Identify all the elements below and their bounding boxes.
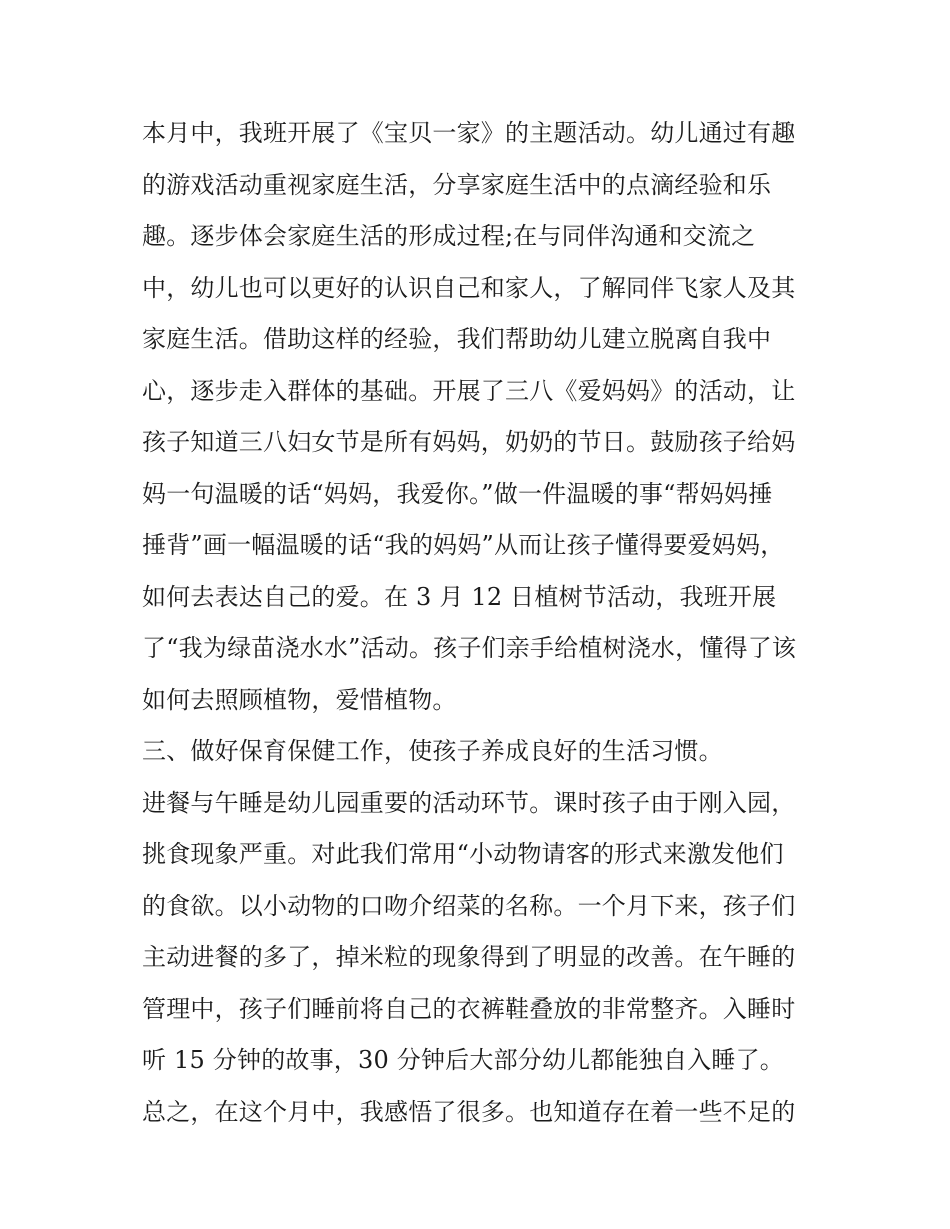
text-line: 趣。逐步体会家庭生活的形成过程;在与同伴沟通和交流之 (142, 222, 756, 250)
text-line: 了“我为绿苗浇水水”活动。孩子们亲手给植树浇水，懂得了该 (142, 634, 797, 662)
text-line: 如何去照顾植物，爱惜植物。 (142, 685, 457, 714)
text-line: 主动进餐的多了，掉米粒的现象得到了明显的改善。在午睡的 (142, 943, 796, 971)
text-line: 进餐与午睡是幼儿园重要的活动环节。课时孩子由于刚入园， (142, 788, 796, 817)
text-line: 挑食现象严重。对此我们常用“小动物请客的形式来激发他们 (142, 840, 784, 868)
text-line: 的食欲。以小动物的口吻介绍菜的名称。一个月下来，孩子们 (142, 891, 796, 920)
text-line: 管理中，孩子们睡前将自己的衣裤鞋叠放的非常整齐。入睡时 (142, 994, 796, 1023)
text-line: 妈一句温暖的话“妈妈，我爱你。”做一件温暖的事“帮妈妈捶 (142, 479, 773, 508)
text-line: 如何去表达自己的爱。在 3 月 12 日植树节活动，我班开展 (142, 582, 777, 611)
text-line: 的游戏活动重视家庭生活，分享家庭生活中的点滴经验和乐 (142, 170, 772, 199)
text-line: 中，幼儿也可以更好的认识自己和家人，了解同伴飞家人及其 (142, 273, 796, 302)
body-text (142, 108, 822, 1138)
text-line: 心，逐步走入群体的基础。开展了三八《爱妈妈》的活动，让 (142, 376, 796, 405)
text-line: 家庭生活。借助这样的经验，我们帮助幼儿建立脱离自我中 (142, 325, 772, 353)
text-line: 孩子知道三八妇女节是所有妈妈，奶奶的节日。鼓励孩子给妈 (142, 428, 796, 456)
text-line: 听 15 分钟的故事，30 分钟后大部分幼儿都能独自入睡了。 (142, 1046, 784, 1074)
text-line: 本月中，我班开展了《宝贝一家》的主题活动。幼儿通过有趣 (142, 119, 796, 147)
text-line: 捶背”画一幅温暖的话“我的妈妈”从而让孩子懂得要爱妈妈， (142, 531, 785, 559)
section-heading: 三、做好保育保健工作，使孩子养成良好的生活习惯。 (142, 737, 723, 765)
text-line: 总之，在这个月中，我感悟了很多。也知道存在着一些不足的 (142, 1097, 796, 1126)
